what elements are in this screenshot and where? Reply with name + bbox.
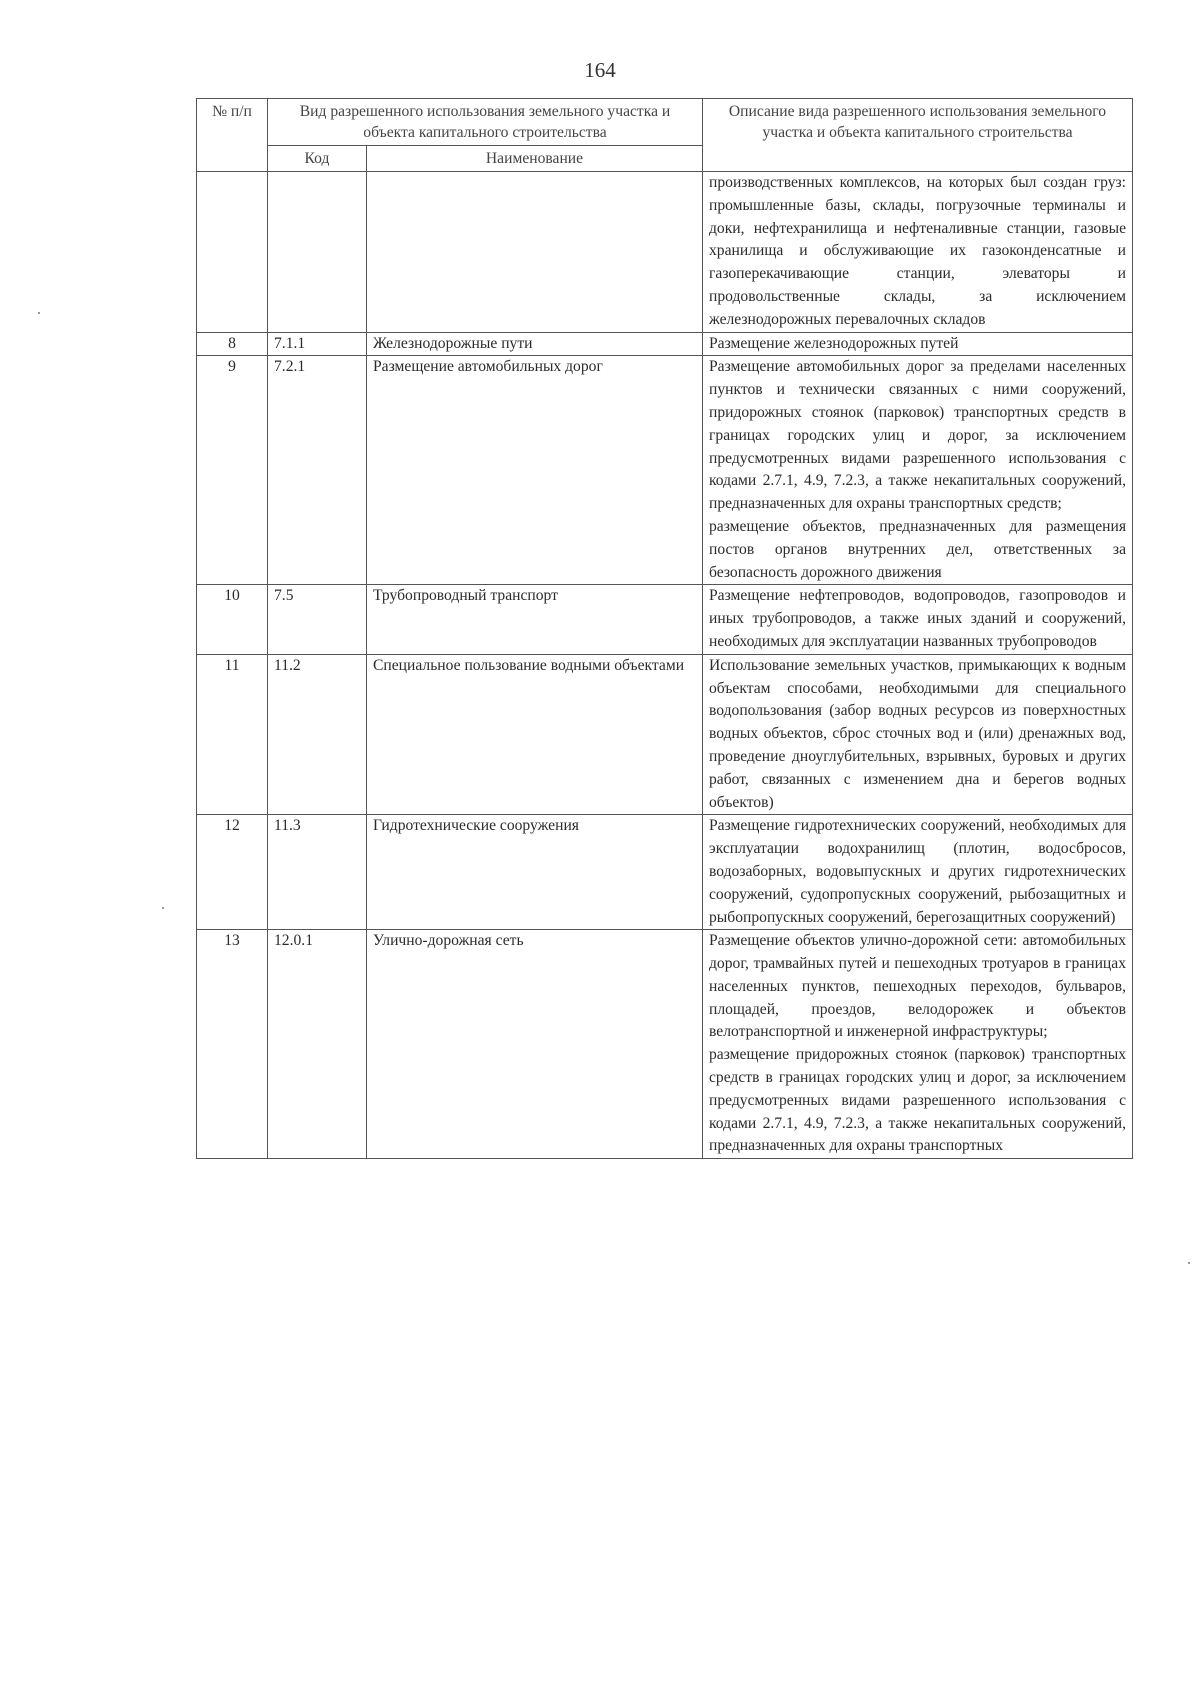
- row-name: Трубопроводный транспорт: [367, 585, 703, 654]
- row-num: 13: [197, 930, 268, 1159]
- header-num: № п/п: [197, 99, 268, 172]
- row-num: 8: [197, 332, 268, 356]
- row-code: 7.5: [268, 585, 367, 654]
- row-num: 12: [197, 815, 268, 930]
- header-description: Описание вида разрешенного использования земельного участка и объекта капитального строительства: [703, 99, 1133, 172]
- description-paragraph: Использование земельных участков, примыкающих к водным объектам способами, необходимыми для специального водопользования (забор водных ресурсов из поверхностных водных объектов, сброс сточных вод и (или) дренажных вод, проведение дноуглубительных, взрывных, буровых и других работ, связанных с изменением дна и берегов водных объектов): [709, 656, 1126, 811]
- table-row: [197, 356, 1133, 585]
- table-row: [197, 585, 1133, 654]
- row-name: Размещение автомобильных дорог: [367, 356, 703, 585]
- page-number: 164: [584, 58, 616, 82]
- row-code: 7.2.1: [268, 356, 367, 585]
- header-permitted-use: Вид разрешенного использования земельного участка и объекта капитального строительства: [268, 99, 703, 146]
- description-paragraph: Размещение железнодорожных путей: [709, 334, 959, 352]
- row-code: [268, 172, 367, 333]
- description-paragraph: размещение объектов, предназначенных для размещения постов органов внутренних дел, ответственных за безопасность дорожного движения: [709, 517, 1126, 581]
- row-description: [703, 172, 1133, 333]
- row-code: 12.0.1: [268, 930, 367, 1159]
- row-description: [703, 654, 1133, 815]
- scan-speck: [162, 907, 164, 909]
- land-use-table: [196, 98, 1133, 1159]
- description-paragraph: Размещение нефтепроводов, водопроводов, газопроводов и иных трубопроводов, а также иных зданий и сооружений, необходимых для эксплуатации названных трубопроводов: [709, 587, 1126, 650]
- table-row: [197, 332, 1133, 356]
- row-num: [197, 172, 268, 333]
- table-row: [197, 172, 1133, 333]
- row-name: [367, 172, 703, 333]
- row-num: 9: [197, 356, 268, 585]
- description-paragraph: Размещение объектов улично-дорожной сети: автомобильных дорог, трамвайных путей и пешеходных тротуаров в границах населенных пунктов, пешеходных переходов, бульваров, площадей, проездов, велодорожек и объектов велотранспортной и инженерной инфраструктуры;: [709, 932, 1126, 1041]
- row-code: 7.1.1: [268, 332, 367, 356]
- row-num: 11: [197, 654, 268, 815]
- scan-speck: [38, 312, 40, 314]
- row-name: Железнодорожные пути: [367, 332, 703, 356]
- table-header-row: [197, 99, 1133, 146]
- table-row: [197, 654, 1133, 815]
- table-row: [197, 930, 1133, 1159]
- table-row: [197, 815, 1133, 930]
- scan-speck: [1188, 1262, 1190, 1264]
- row-description: [703, 930, 1133, 1159]
- description-paragraph: производственных комплексов, на которых был создан груз: промышленные базы, склады, погрузочные терминалы и доки, нефтехранилища и нефтеналивные станции, газовые хранилища и обслуживающие их газоконденсатные и газоперекачивающие станции, элеваторы и продовольственные склады, за исключением железнодорожных перевалочных складов: [709, 174, 1126, 328]
- header-name: Наименование: [367, 146, 703, 172]
- row-description: [703, 356, 1133, 585]
- row-code: 11.2: [268, 654, 367, 815]
- row-description: [703, 585, 1133, 654]
- row-description: [703, 332, 1133, 356]
- description-paragraph: Размещение гидротехнических сооружений, необходимых для эксплуатации водохранилищ (плотин, водосбросов, водозаборных, водовыпускных и других гидротехнических сооружений, судопропускных сооружений, рыбозащитных и рыбопропускных сооружений, берегозащитных сооружений): [709, 817, 1126, 926]
- row-num: 10: [197, 585, 268, 654]
- description-paragraph: размещение придорожных стоянок (парковок) транспортных средств в границах городских улиц и дорог, за исключением предусмотренных видами разрешенного использования с кодами 2.7.1, 4.9, 7.2.3, а также некапитальных сооружений, предназначенных для охраны транспортных: [709, 1046, 1126, 1155]
- header-code: Код: [268, 146, 367, 172]
- row-name: Гидротехнические сооружения: [367, 815, 703, 930]
- row-description: [703, 815, 1133, 930]
- row-code: 11.3: [268, 815, 367, 930]
- description-paragraph: Размещение автомобильных дорог за пределами населенных пунктов и технически связанных с ними сооружений, придорожных стоянок (парковок) транспортных средств в границах городских улиц и дорог, за исключением предусмотренных видами разрешенного использования с кодами 2.7.1, 4.9, 7.2.3, а также некапитальных сооружений, предназначенных для охраны транспортных средств;: [709, 358, 1126, 513]
- row-name: Специальное пользование водными объектами: [367, 654, 703, 815]
- row-name: Улично-дорожная сеть: [367, 930, 703, 1159]
